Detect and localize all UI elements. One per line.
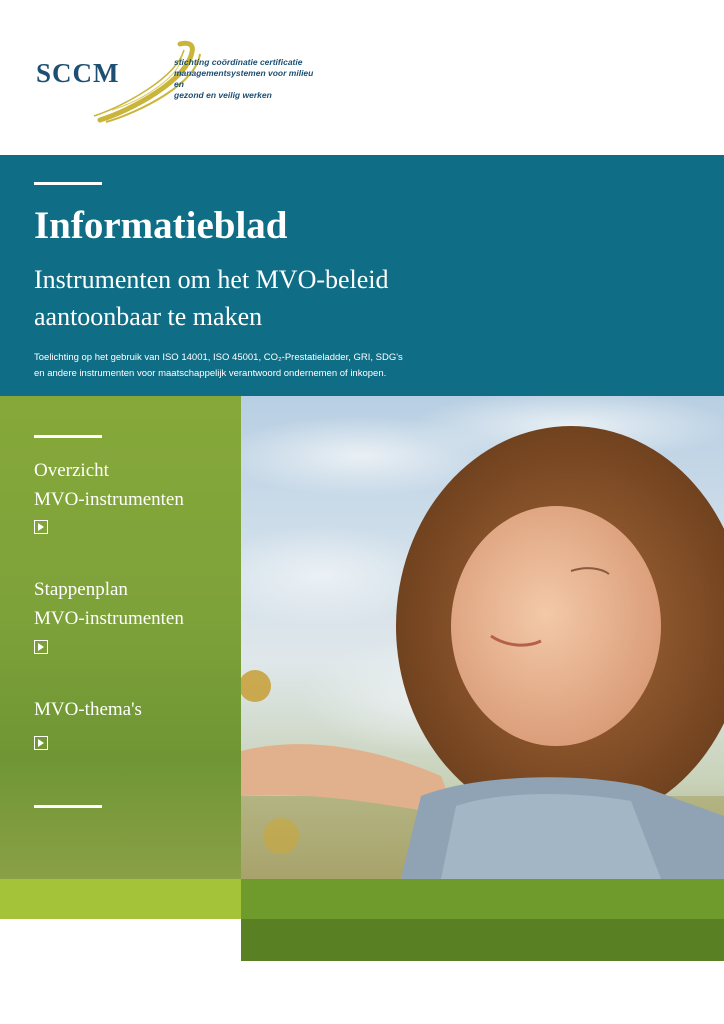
play-arrow-icon[interactable]	[34, 736, 48, 750]
description-line: en andere instrumenten voor maatschappelijk verantwoord ondernemen of inkopen.	[34, 368, 387, 379]
child-photo-illustration	[241, 396, 724, 879]
footer-stripe	[241, 919, 724, 961]
divider	[34, 805, 102, 808]
nav-link-label: Overzicht	[34, 460, 109, 481]
nav-link-label: MVO-instrumenten	[34, 608, 184, 629]
sccm-logo	[34, 40, 324, 130]
nav-link-label: Stappenplan	[34, 579, 128, 600]
logo-wordmark: SCCM	[36, 58, 120, 88]
page-description	[34, 350, 674, 382]
page-title: Informatieblad	[34, 204, 288, 247]
nav-link-label: MVO-instrumenten	[34, 489, 184, 510]
nav-link-label: MVO-thema's	[34, 699, 142, 720]
cover-photo	[241, 396, 724, 879]
logo-tagline	[174, 57, 324, 101]
subtitle-line: aantoonbaar te maken	[34, 302, 263, 331]
divider	[34, 435, 102, 438]
subtitle-line: Instrumenten om het MVO-beleid	[34, 265, 389, 294]
play-arrow-icon[interactable]	[34, 640, 48, 654]
logo-tagline-line: stichting coördinatie certificatie	[174, 57, 303, 67]
divider	[34, 182, 102, 185]
footer-stripe	[241, 879, 724, 919]
play-arrow-icon[interactable]	[34, 520, 48, 534]
navigation-panel	[0, 396, 241, 879]
nav-link-overzicht[interactable]	[34, 456, 234, 514]
description-line: Toelichting op het gebruik van ISO 14001, ISO 45001, CO₂-Prestatieladder, GRI, SDG's	[34, 352, 403, 363]
nav-link-mvo-themas[interactable]	[34, 695, 234, 724]
nav-link-stappenplan[interactable]	[34, 575, 234, 633]
logo-tagline-line: managementsystemen voor milieu en	[174, 68, 314, 89]
page-subtitle	[34, 261, 594, 335]
title-banner	[0, 155, 724, 396]
logo-tagline-line: gezond en veilig werken	[174, 90, 272, 100]
footer-stripe	[0, 879, 241, 919]
